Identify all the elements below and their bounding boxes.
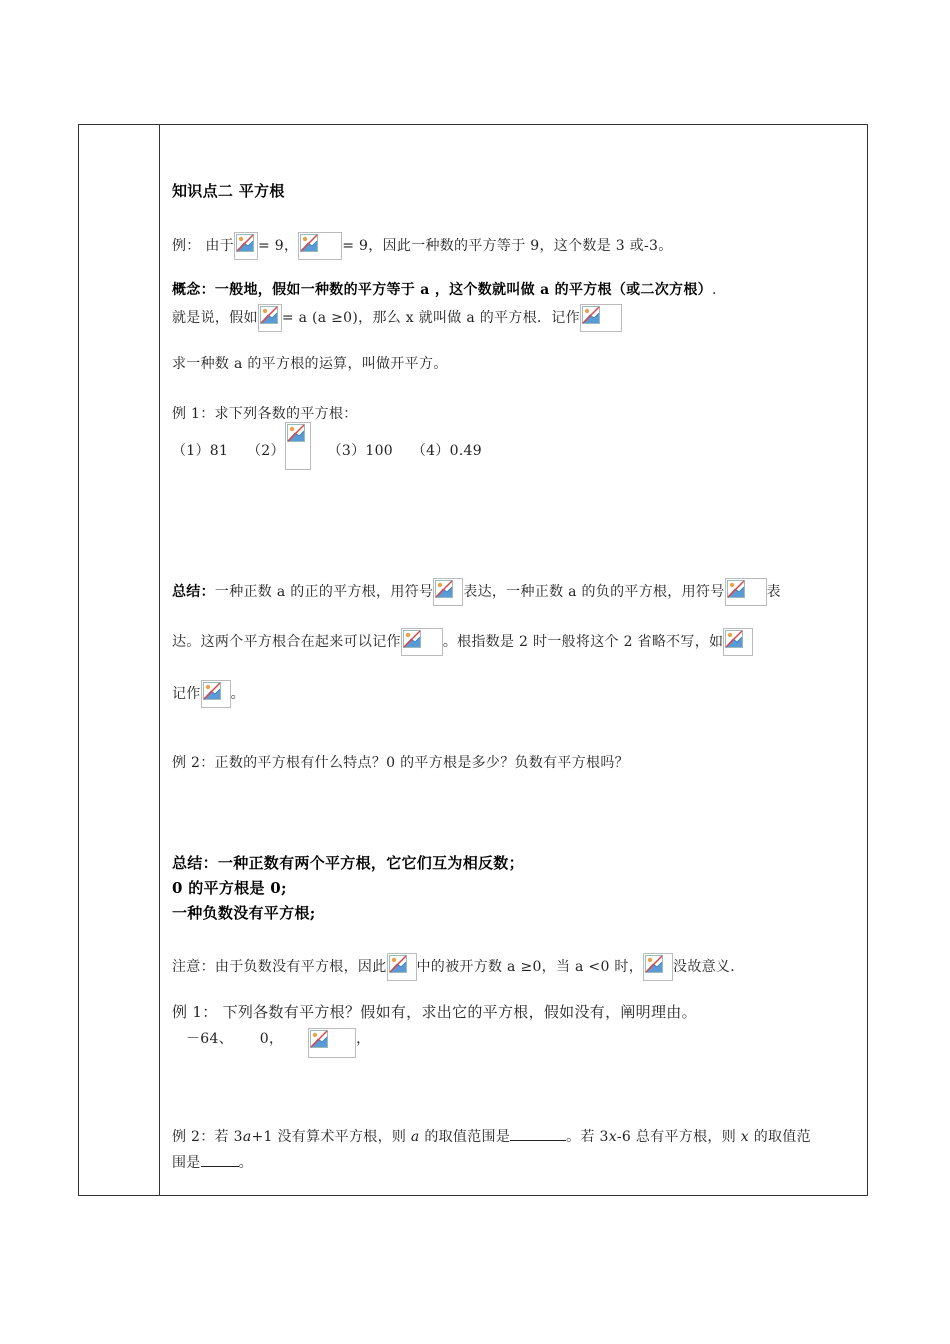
example2b-line2-end: 。 (238, 1155, 253, 1171)
summary1-text5: 。根指数是 2 时一般将这个 2 省略不写，如 (442, 634, 724, 650)
example2-title: 例 2：正数的平方根有什么特点？0 的平方根是多少？负数有平方根吗？ (172, 755, 629, 771)
example1-item4: （4）0.49 (411, 443, 482, 459)
example2b-line2-text: 围是 (172, 1155, 201, 1171)
example1b-n1: －64、 (186, 1031, 234, 1047)
concept-line2 (172, 304, 622, 332)
concept-line (172, 279, 717, 299)
summary1-text2: 表达，一种正数 a 的负的平方根，用符号 (463, 584, 725, 600)
example1b-n2: 0， (259, 1031, 284, 1047)
example2b-p1: 例 2：若 3 (172, 1129, 243, 1145)
image-placeholder-icon (258, 304, 282, 332)
example2b-a2: a (410, 1129, 420, 1145)
image-placeholder-icon (308, 1028, 356, 1058)
example2b-line1 (172, 1126, 811, 1146)
note-mid: 中的被开方数 a ≥0，当 a <0 时， (416, 959, 644, 975)
image-placeholder-icon (401, 628, 443, 656)
intro-prefix: 例： 由于 (172, 238, 234, 254)
summary1-line3 (172, 680, 245, 708)
example1-items (172, 422, 482, 470)
example2b-x: x (608, 1129, 617, 1145)
note-prefix: 注意：由于负数没有平方根，因此 (172, 959, 387, 975)
example1b-title: 例 1： 下列各数有平方根？假如有，求出它的平方根，假如没有，阐明理由。 (172, 1003, 697, 1021)
summary1-text6: 记作 (172, 686, 201, 702)
example2b-p4: 。若 3 (566, 1129, 609, 1145)
summary1-text7: 。 (230, 686, 245, 702)
concept-line3: 求一种数 a 的平方根的运算，叫做开平方。 (172, 356, 448, 372)
image-placeholder-icon (643, 953, 673, 981)
example1-item2: （2） (247, 443, 285, 459)
example2b-p3: 的取值范围是 (419, 1129, 511, 1145)
summary2-line2: 0 的平方根是 0; (172, 879, 287, 897)
summary1-line1 (172, 578, 781, 606)
example2b-p2: +1 没有算术平方根，则 (251, 1129, 411, 1145)
summary1-text3: 表 (766, 584, 781, 600)
image-placeholder-icon (387, 953, 417, 981)
concept-line2-mid: = a (a ≥0)，那么 x 就叫做 a 的平方根．记作 (281, 310, 580, 326)
summary1-text1: 一种正数 a 的正的平方根，用符号 (214, 584, 434, 600)
example2b-a: a (242, 1129, 252, 1145)
example1-item3: （3）100 (327, 443, 394, 459)
example2b-p6: 的取值范 (748, 1129, 811, 1145)
concept-line2-prefix: 就是说，假如 (172, 310, 258, 326)
answer-blank[interactable] (201, 1166, 239, 1167)
answer-blank[interactable] (510, 1140, 566, 1141)
image-placeholder-icon (433, 578, 463, 606)
column-divider (159, 124, 160, 1196)
example2b-line2 (172, 1152, 253, 1172)
image-placeholder-icon (725, 578, 767, 606)
image-placeholder-icon (201, 680, 231, 708)
example1b-items (186, 1028, 370, 1058)
summary1-line2 (172, 628, 753, 656)
summary1-text4: 达。这两个平方根合在起来可以记作 (172, 634, 401, 650)
example1b-tail: ， (356, 1031, 371, 1047)
concept-dot: . (711, 282, 717, 298)
example1-title: 例 1：求下列各数的平方根： (172, 406, 358, 422)
note-suffix: 没故意义. (673, 959, 735, 975)
summary1-label: 总结： (172, 584, 215, 600)
note-line (172, 953, 735, 981)
example2b-x2: x (740, 1129, 749, 1145)
concept-bold: 概念：一般地，假如一种数的平方等于 a ，这个数就叫做 a 的平方根（或二次方根） (172, 282, 712, 298)
section-title: 知识点二 平方根 (172, 182, 285, 200)
image-placeholder-icon (234, 232, 258, 260)
summary2-line3: 一种负数没有平方根; (172, 904, 316, 922)
image-placeholder-icon (298, 232, 342, 260)
example2b-p5: -6 总有平方根，则 (616, 1129, 741, 1145)
example1-item1: （1）81 (172, 443, 229, 459)
image-placeholder-icon (723, 628, 753, 656)
intro-eq1: = 9， (257, 238, 299, 254)
intro-eq2: = 9，因此一种数的平方等于 9，这个数是 3 或-3。 (342, 238, 673, 254)
summary2-line1: 总结：一种正数有两个平方根，它它们互为相反数； (172, 854, 524, 872)
intro-line (172, 232, 673, 260)
image-placeholder-icon (285, 422, 311, 470)
image-placeholder-icon (580, 304, 622, 332)
